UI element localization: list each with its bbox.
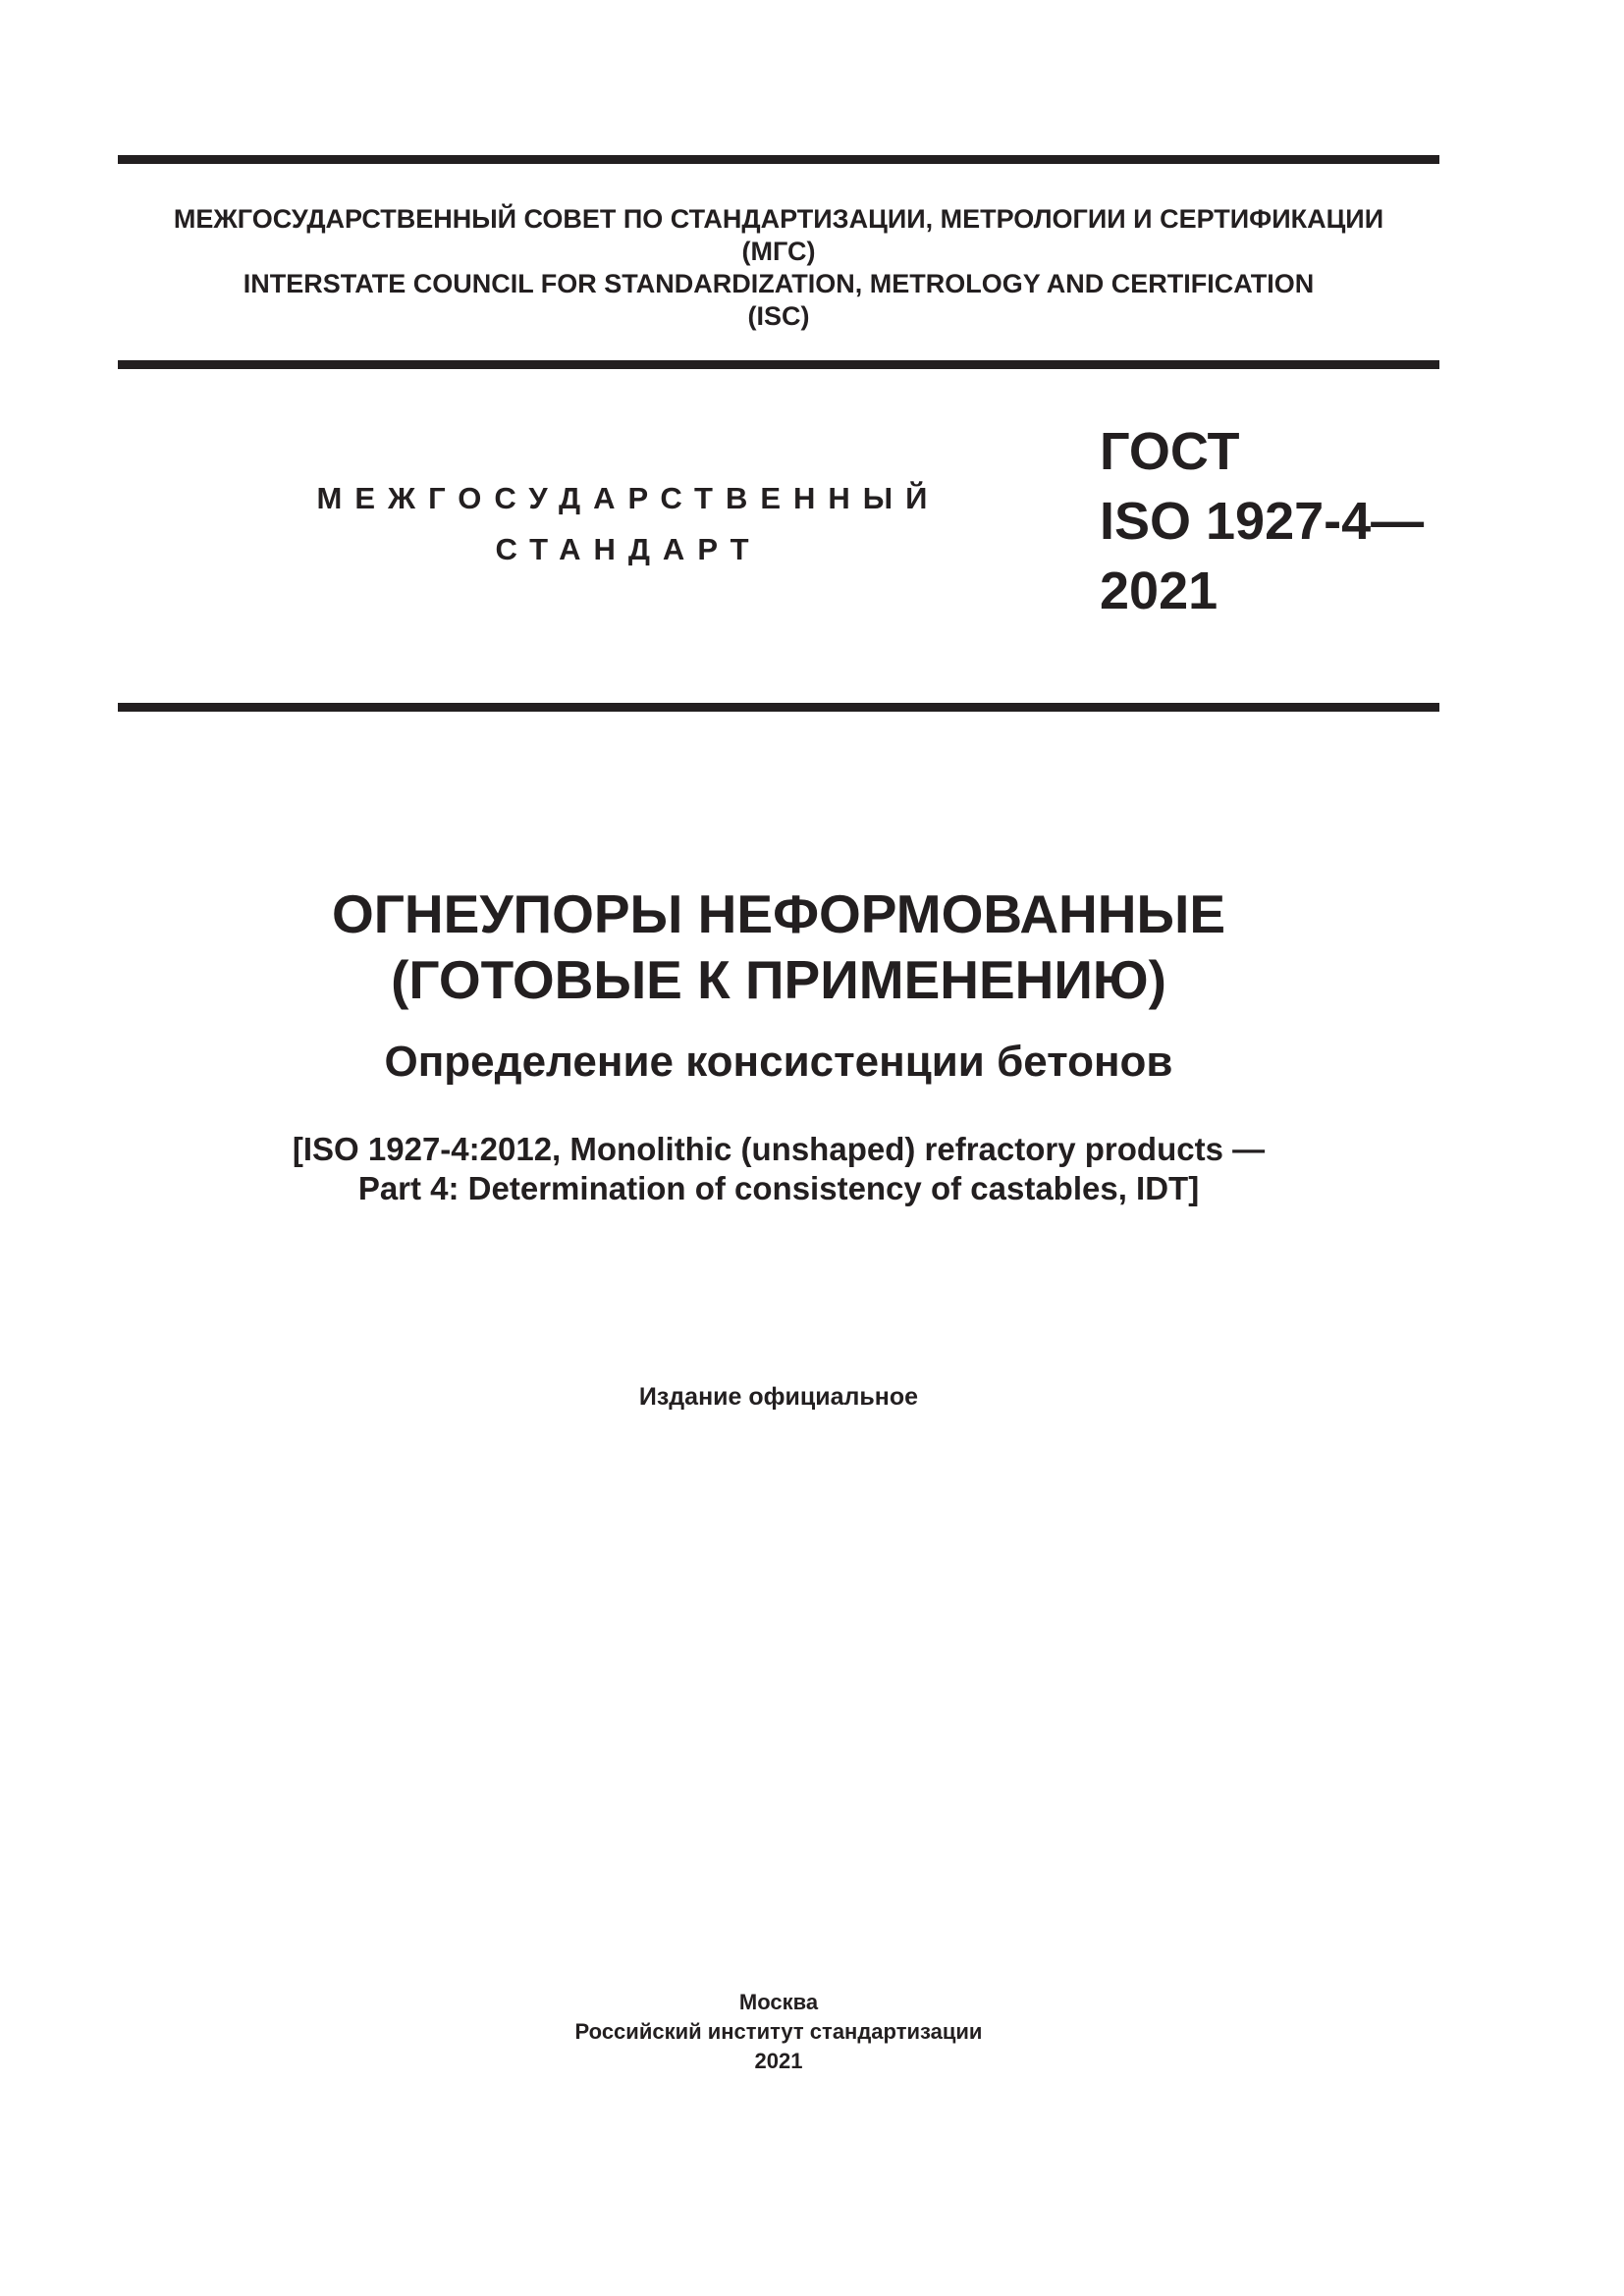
council-name-en: INTERSTATE COUNCIL FOR STANDARDIZATION, METROLOGY AND CERTIFICATION bbox=[243, 269, 1315, 298]
standard-type-line-2: СТАНДАРТ bbox=[495, 532, 762, 566]
council-header bbox=[118, 203, 1439, 333]
standard-type bbox=[314, 473, 943, 575]
edition-note: Издание официальное bbox=[638, 1383, 919, 1411]
iso-reference-line-2: Part 4: Determination of consistency of castables, IDT] bbox=[357, 1170, 1200, 1206]
standard-type-line-1: МЕЖГОСУДАРСТВЕННЫЙ bbox=[316, 481, 941, 515]
designation-line-2: ISO 1927-4— bbox=[1100, 492, 1425, 551]
document-subtitle: Определение консистенции бетонов bbox=[384, 1038, 1173, 1086]
council-abbr-en: (ISC) bbox=[747, 301, 810, 331]
iso-reference bbox=[118, 1130, 1439, 1208]
council-name-ru: МЕЖГОСУДАРСТВЕННЫЙ СОВЕТ ПО СТАНДАРТИЗАЦИИ, МЕТРОЛОГИИ И СЕРТИФИКАЦИИ bbox=[173, 204, 1384, 234]
imprint-publisher: Российский институт стандартизации bbox=[574, 2019, 983, 2044]
title-line-1: ОГНЕУПОРЫ НЕФОРМОВАННЫЕ bbox=[331, 883, 1226, 944]
designation-rule bbox=[118, 703, 1439, 712]
standard-designation bbox=[1100, 417, 1424, 626]
imprint bbox=[118, 1988, 1439, 2076]
iso-reference-line-1: [ISO 1927-4:2012, Monolithic (unshaped) refractory products — bbox=[292, 1131, 1266, 1167]
designation-line-3: 2021 bbox=[1100, 561, 1218, 620]
document-title bbox=[118, 881, 1439, 1013]
document-title-block bbox=[118, 881, 1439, 1208]
designation-line-1: ГОСТ bbox=[1100, 422, 1240, 481]
header-rule bbox=[118, 360, 1439, 369]
council-abbr-ru: (МГС) bbox=[741, 237, 816, 266]
title-line-2: (ГОТОВЫЕ К ПРИМЕНЕНИЮ) bbox=[391, 949, 1166, 1010]
imprint-city: Москва bbox=[738, 1990, 819, 2014]
top-rule bbox=[118, 155, 1439, 164]
imprint-year: 2021 bbox=[754, 2049, 803, 2073]
